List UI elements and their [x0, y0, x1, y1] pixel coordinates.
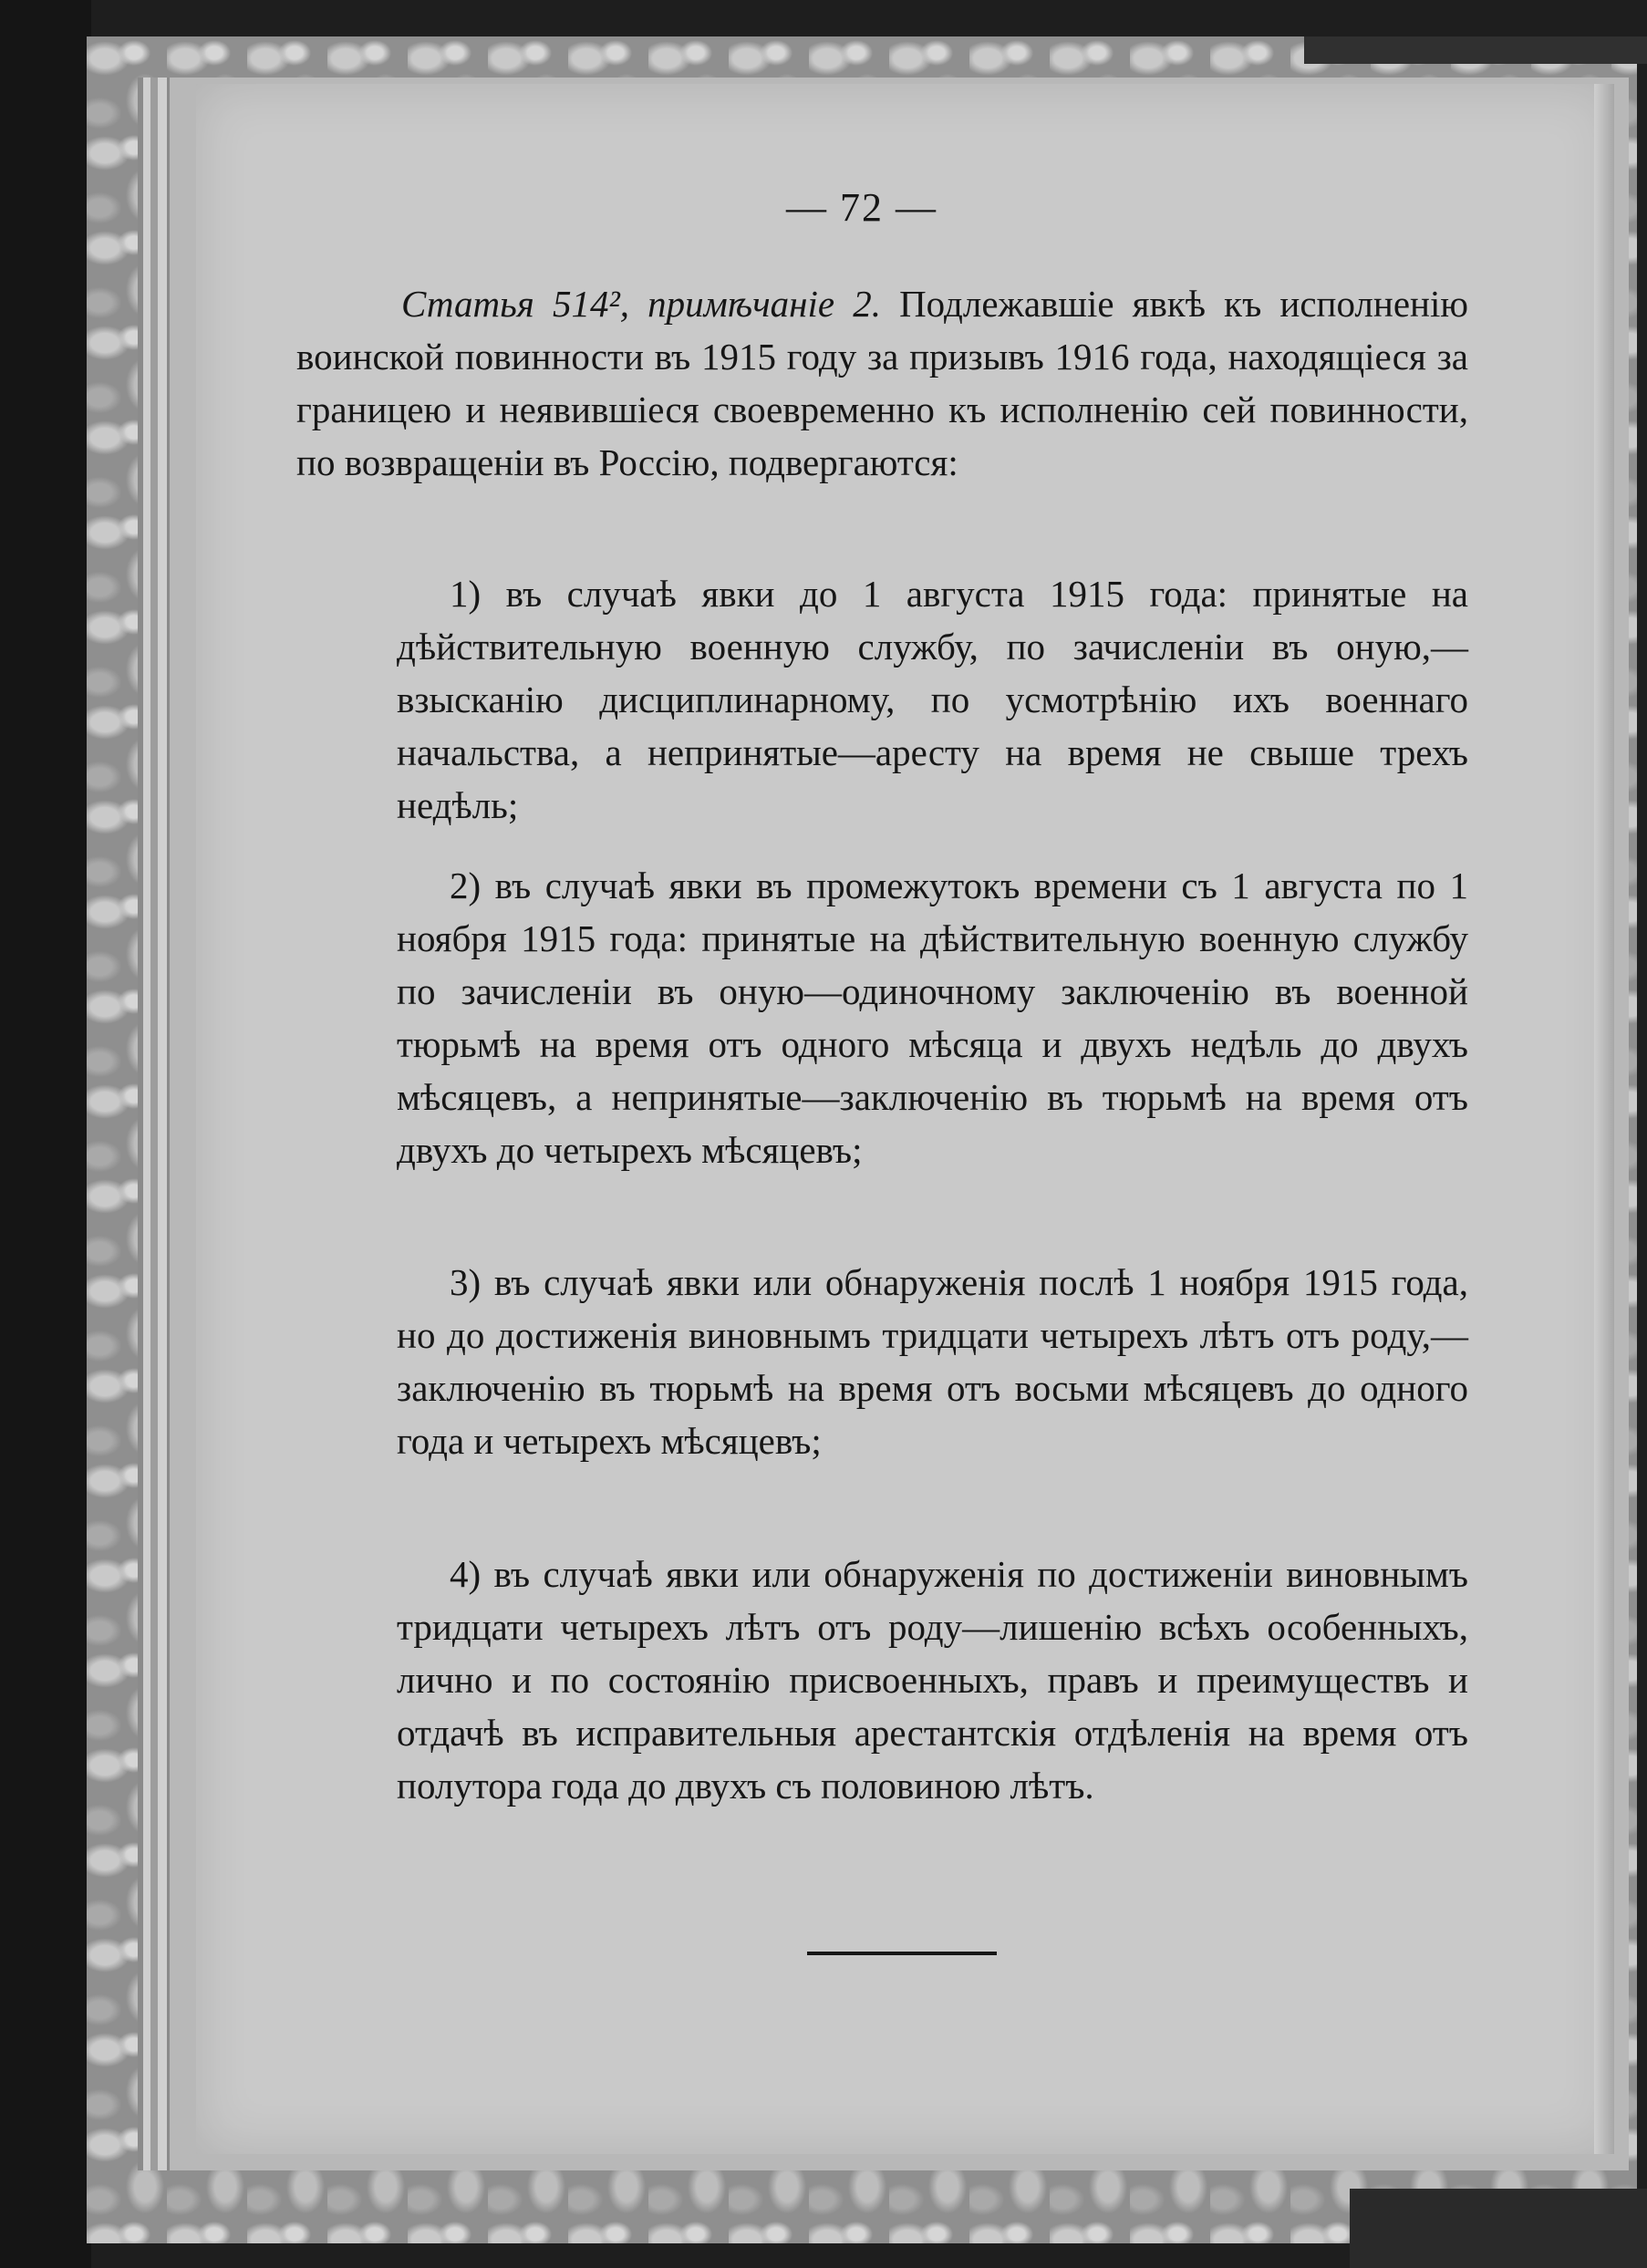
intro-text: Подлежавшіе явкѣ къ исполненію воинской повинности въ 1915 году за призывъ 1916 года, находящіеся за границею и неявившіеся своевременно къ исполненію сей повинности, по возвращеніи въ Россію, подвергаются:	[296, 283, 1468, 483]
list-item-3: 3) въ случаѣ явки или обнаруженія послѣ 1 ноября 1915 года, но до достиженія виновнымъ тридцати четырехъ лѣтъ отъ роду,—заключенію въ тюрьмѣ на время отъ восьми мѣсяцевъ до одного года и четырехъ мѣсяцевъ;	[397, 1261, 1468, 1462]
section-end-rule	[807, 1952, 997, 1955]
page-number: — 72 —	[786, 185, 937, 230]
list-item-2: 2) въ случаѣ явки въ промежутокъ времени съ 1 августа по 1 ноября 1915 года: принятые на дѣйствительную военную службу по зачисленіи въ оную—одиночному заключенію въ военной тюрьмѣ на время отъ одного мѣсяца и двухъ недѣль до двухъ мѣсяцевъ, а непринятые—заключенію въ тюрьмѣ на время отъ двухъ до четырехъ мѣсяцевъ;	[397, 865, 1468, 1171]
cover-edge-bottom	[1350, 2189, 1647, 2268]
scan-background	[0, 0, 91, 2268]
list-item-1: 1) въ случаѣ явки до 1 августа 1915 года: принятые на дѣйствительную военную службу, по зачисленіи въ оную,—взысканію дисциплинарному, по усмотрѣнію ихъ военнаго начальства, а непринятые—аресту на время не свыше трехъ недѣль;	[397, 573, 1468, 826]
page-gutter	[1594, 84, 1614, 2154]
intro-paragraph	[296, 277, 1468, 489]
book-page	[196, 84, 1614, 2154]
list-item-4: 4) въ случаѣ явки или обнаруженія по достиженіи виновнымъ тридцати четырехъ лѣтъ отъ роду—лишенію всѣхъ особенныхъ, лично и по состоянію присвоенныхъ, правъ и преимуществъ и отдачѣ въ исправительныя арестантскія отдѣленія на время отъ полутора года до двухъ съ половиною лѣтъ.	[397, 1553, 1468, 1807]
article-reference: Статья 514², примѣчаніе 2.	[401, 283, 881, 325]
cover-edge	[1304, 36, 1647, 64]
